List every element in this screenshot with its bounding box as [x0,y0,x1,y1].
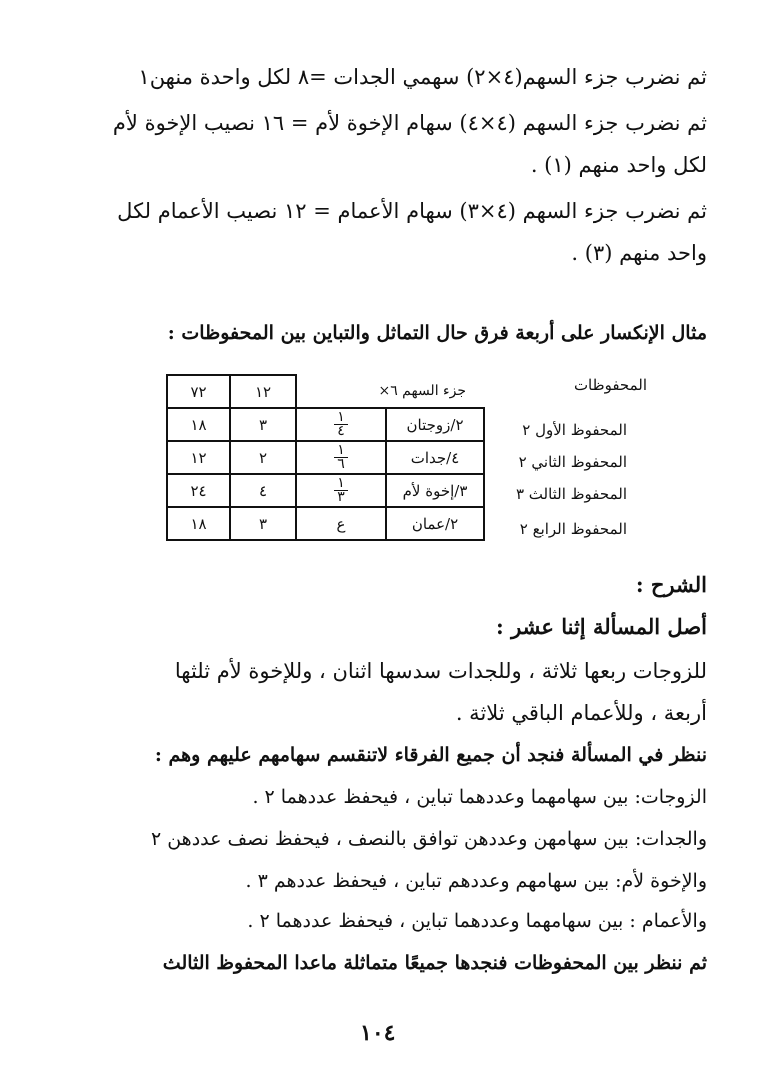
fraction: $\frac{١}{٤}$ [334,411,348,438]
share-cell: ع [296,507,386,540]
table-cell: ١٨ [167,408,230,441]
fraction-cell [296,441,386,474]
inheritance-table [166,374,485,541]
table-cell: ٢٤ [167,474,230,507]
table-row [167,441,484,474]
text-line: للزوجات ربعها ثلاثة ، وللجدات سدسها اثنان ، وللإخوة لأم ثلثها [174,659,707,683]
text-line: ثم ننظر بين المحفوظات فنجدها جميعًا متماثلة ماعدا المحفوظ الثالث [162,952,707,974]
fraction: $\frac{١}{٦}$ [334,444,348,471]
table-cell: ٤ [230,474,296,507]
header-cell: ٧٢ [167,375,230,408]
text-line: والإخوة لأم: بين سهامهم وعددهم تباين ، فيحفظ عددهم ٣ . [245,870,707,892]
text-line: ثم نضرب جزء السهم (٤×٣) سهام الأعمام = ١٢ نصيب الأعمام لكل [117,199,707,223]
text-line: أربعة ، وللأعمام الباقي ثلاثة . [455,701,707,725]
asl-heading: أصل المسألة إثنا عشر : [496,614,707,639]
header-cell: ١٢ [230,375,296,408]
row-label: المحفوظ الثالث ٣ [515,485,627,503]
table-row [167,474,484,507]
juz-header: جزء السهم ٦× [296,375,484,408]
text-line: والجدات: بين سهامهن وعددهن توافق بالنصف ، فيحفظ نصف عددهن ٢ [150,828,707,850]
heirs-cell: ٣/إخوة لأم [386,474,484,507]
row-label: المحفوظ الأول ٢ [522,421,627,439]
table-row [167,507,484,540]
heirs-cell: ٤/جدات [386,441,484,474]
table-cell: ٣ [230,408,296,441]
heirs-cell: ٢/زوجتان [386,408,484,441]
mahfuzat-label: المحفوظات [573,376,647,394]
table-row [167,408,484,441]
fraction: $\frac{١}{٣}$ [334,477,348,504]
row-label: المحفوظ الثاني ٢ [518,453,627,471]
text-line: واحد منهم (٣) . [571,241,707,265]
example-heading: مثال الإنكسار على أربعة فرق حال التماثل والتباين بين المحفوظات : [167,322,707,344]
text-line: لكل واحد منهم (١) . [530,153,707,177]
table-cell: ٢ [230,441,296,474]
table-cell: ١٢ [167,441,230,474]
page-number: ١٠٤ [360,1020,396,1046]
fraction-cell [296,474,386,507]
table-cell: ١٨ [167,507,230,540]
fraction-cell [296,408,386,441]
table-header-row [167,375,484,408]
text-line: ننظر في المسألة فنجد أن جميع الفرقاء لاتنقسم سهامهم عليهم وهم : [154,744,707,766]
text-line: ثم نضرب جزء السهم(٤×٢) سهمي الجدات =٨ لكل واحدة منهن١ [138,65,707,89]
text-line: ثم نضرب جزء السهم (٤×٤) سهام الإخوة لأم = ١٦ نصيب الإخوة لأم [112,111,707,135]
row-label: المحفوظ الرابع ٢ [519,520,627,538]
table-cell: ٣ [230,507,296,540]
sharh-heading: الشرح : [635,572,707,597]
text-line: والأعمام : بين سهامهما وعددهما تباين ، فيحفظ عددهما ٢ . [247,910,707,932]
text-line: الزوجات: بين سهامهما وعددهما تباين ، فيحفظ عددهما ٢ . [252,786,707,808]
heirs-cell: ٢/عمان [386,507,484,540]
